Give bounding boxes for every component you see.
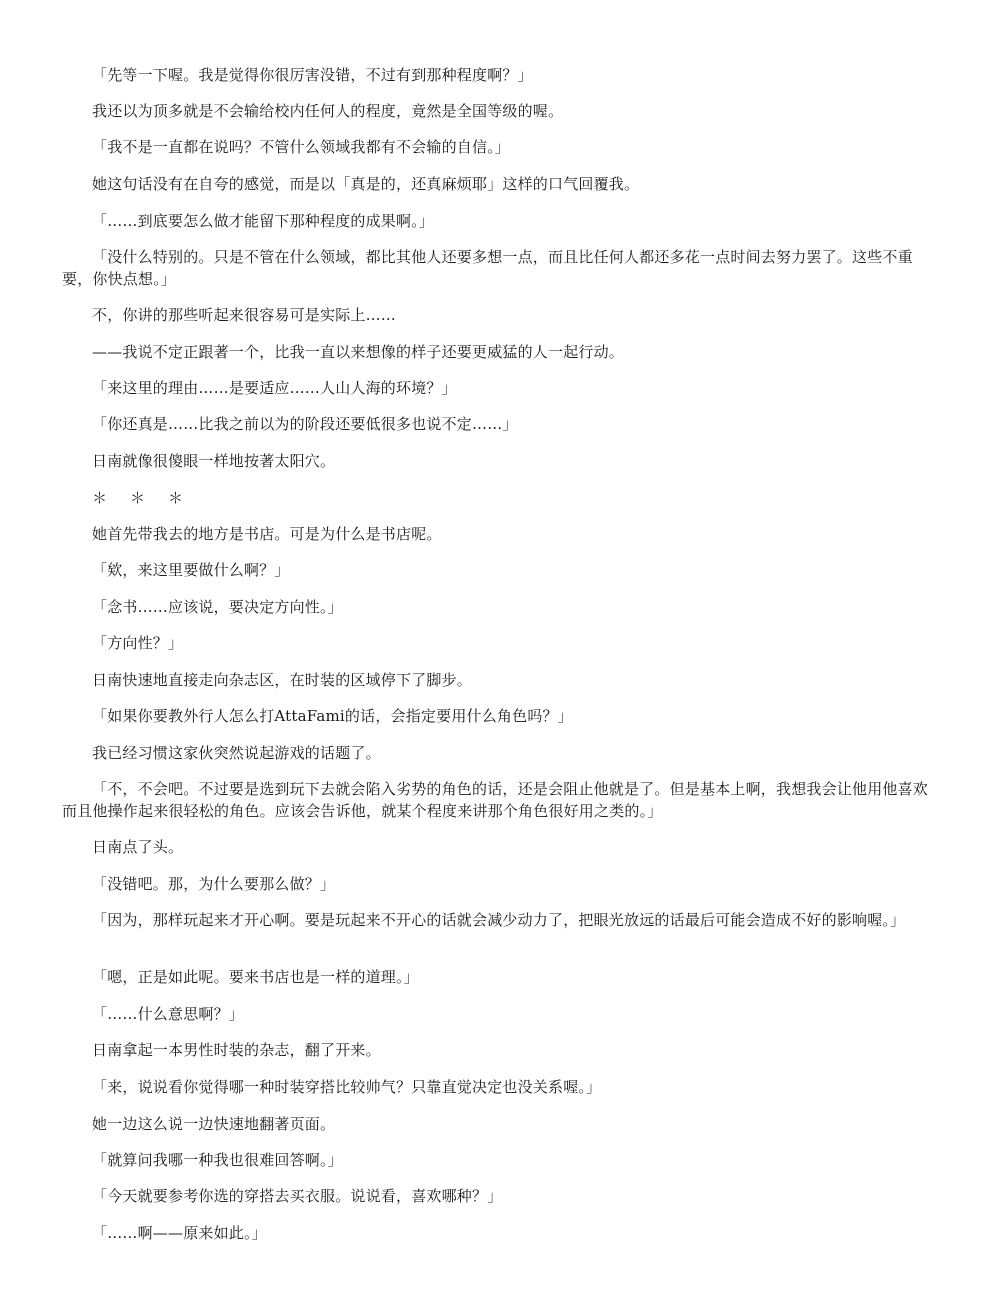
paragraph: 我已经习惯这家伙突然说起游戏的话题了。 <box>92 744 381 762</box>
paragraph: 日南快速地直接走向杂志区，在时装的区域停下了脚步。 <box>92 671 473 689</box>
separator-star: ＊ <box>130 489 146 507</box>
paragraph: 「没什么特别的。只是不管在什么领域，都比其他人还要多想一点，而且比任何人都还多花一点时间去努力罢了。这些不重要，你快点想。」 <box>62 248 913 288</box>
paragraph: 「来，说说看你觉得哪一种时装穿搭比较帅气？只靠直觉决定也没关系喔。」 <box>92 1078 602 1096</box>
paragraph: 她一边这么说一边快速地翻著页面。 <box>92 1115 336 1133</box>
paragraph: 「嗯，正是如此呢。要来书店也是一样的道理。」 <box>92 968 419 986</box>
paragraph: 日南拿起一本男性时装的杂志，翻了开来。 <box>92 1041 381 1059</box>
paragraph: 「因为，那样玩起来才开心啊。要是玩起来不开心的话就会减少动力了，把眼光放远的话最后可能会造成不好的影响喔。」 <box>92 911 906 929</box>
paragraph: 「先等一下喔。我是觉得你很厉害没错，不过有到那种程度啊？」 <box>92 66 533 84</box>
paragraph: 日南点了头。 <box>92 838 184 856</box>
paragraph: 她这句话没有在自夸的感觉，而是以「真是的，还真麻烦耶」这样的口气回覆我。 <box>92 175 640 193</box>
paragraph: ——我说不定正跟著一个，比我一直以来想像的样子还要更威猛的人一起行动。 <box>92 343 625 361</box>
paragraph: 不，你讲的那些听起来很容易可是实际上…… <box>92 306 397 324</box>
paragraph: 「你还真是……比我之前以为的阶段还要低很多也说不定……」 <box>92 415 518 433</box>
paragraph: 「没错吧。那，为什么要那么做？」 <box>92 875 336 893</box>
paragraph: 「……到底要怎么做才能留下那种程度的成果啊。」 <box>92 212 435 230</box>
paragraph: 「我不是一直都在说吗？不管什么领域我都有不会输的自信。」 <box>92 138 511 156</box>
paragraph: 日南就像很傻眼一样地按著太阳穴。 <box>92 452 336 470</box>
paragraph: 「不，不会吧。不过要是选到玩下去就会陷入劣势的角色的话，还是会阻止他就是了。但是基本上啊，我想我会让他用他喜欢而且他操作起来很轻松的角色。应该会告诉他，就某个程度来讲那个角色很好用之类的。」 <box>62 780 929 820</box>
section-separator <box>92 487 206 509</box>
paragraph: 「就算问我哪一种我也很难回答啊。」 <box>92 1151 343 1169</box>
paragraph: 我还以为顶多就是不会输给校内任何人的程度，竟然是全国等级的喔。 <box>92 102 564 120</box>
paragraph: 「念书……应该说，要决定方向性。」 <box>92 598 343 616</box>
paragraph: 「方向性？」 <box>92 634 184 652</box>
paragraph: 「……什么意思啊？」 <box>92 1005 245 1023</box>
paragraph: 「如果你要教外行人怎么打AttaFami的话，会指定要用什么角色吗？」 <box>92 707 573 725</box>
separator-star: ＊ <box>92 489 108 507</box>
paragraph: 「欸，来这里要做什么啊？」 <box>92 561 290 579</box>
paragraph: 「来这里的理由……是要适应……人山人海的环境？」 <box>92 379 457 397</box>
paragraph: 她首先带我去的地方是书店。可是为什么是书店呢。 <box>92 525 442 543</box>
paragraph: 「……啊——原来如此。」 <box>92 1224 267 1242</box>
paragraph: 「今天就要参考你选的穿搭去买衣服。说说看，喜欢哪种？」 <box>92 1187 503 1205</box>
separator-star: ＊ <box>168 489 184 507</box>
